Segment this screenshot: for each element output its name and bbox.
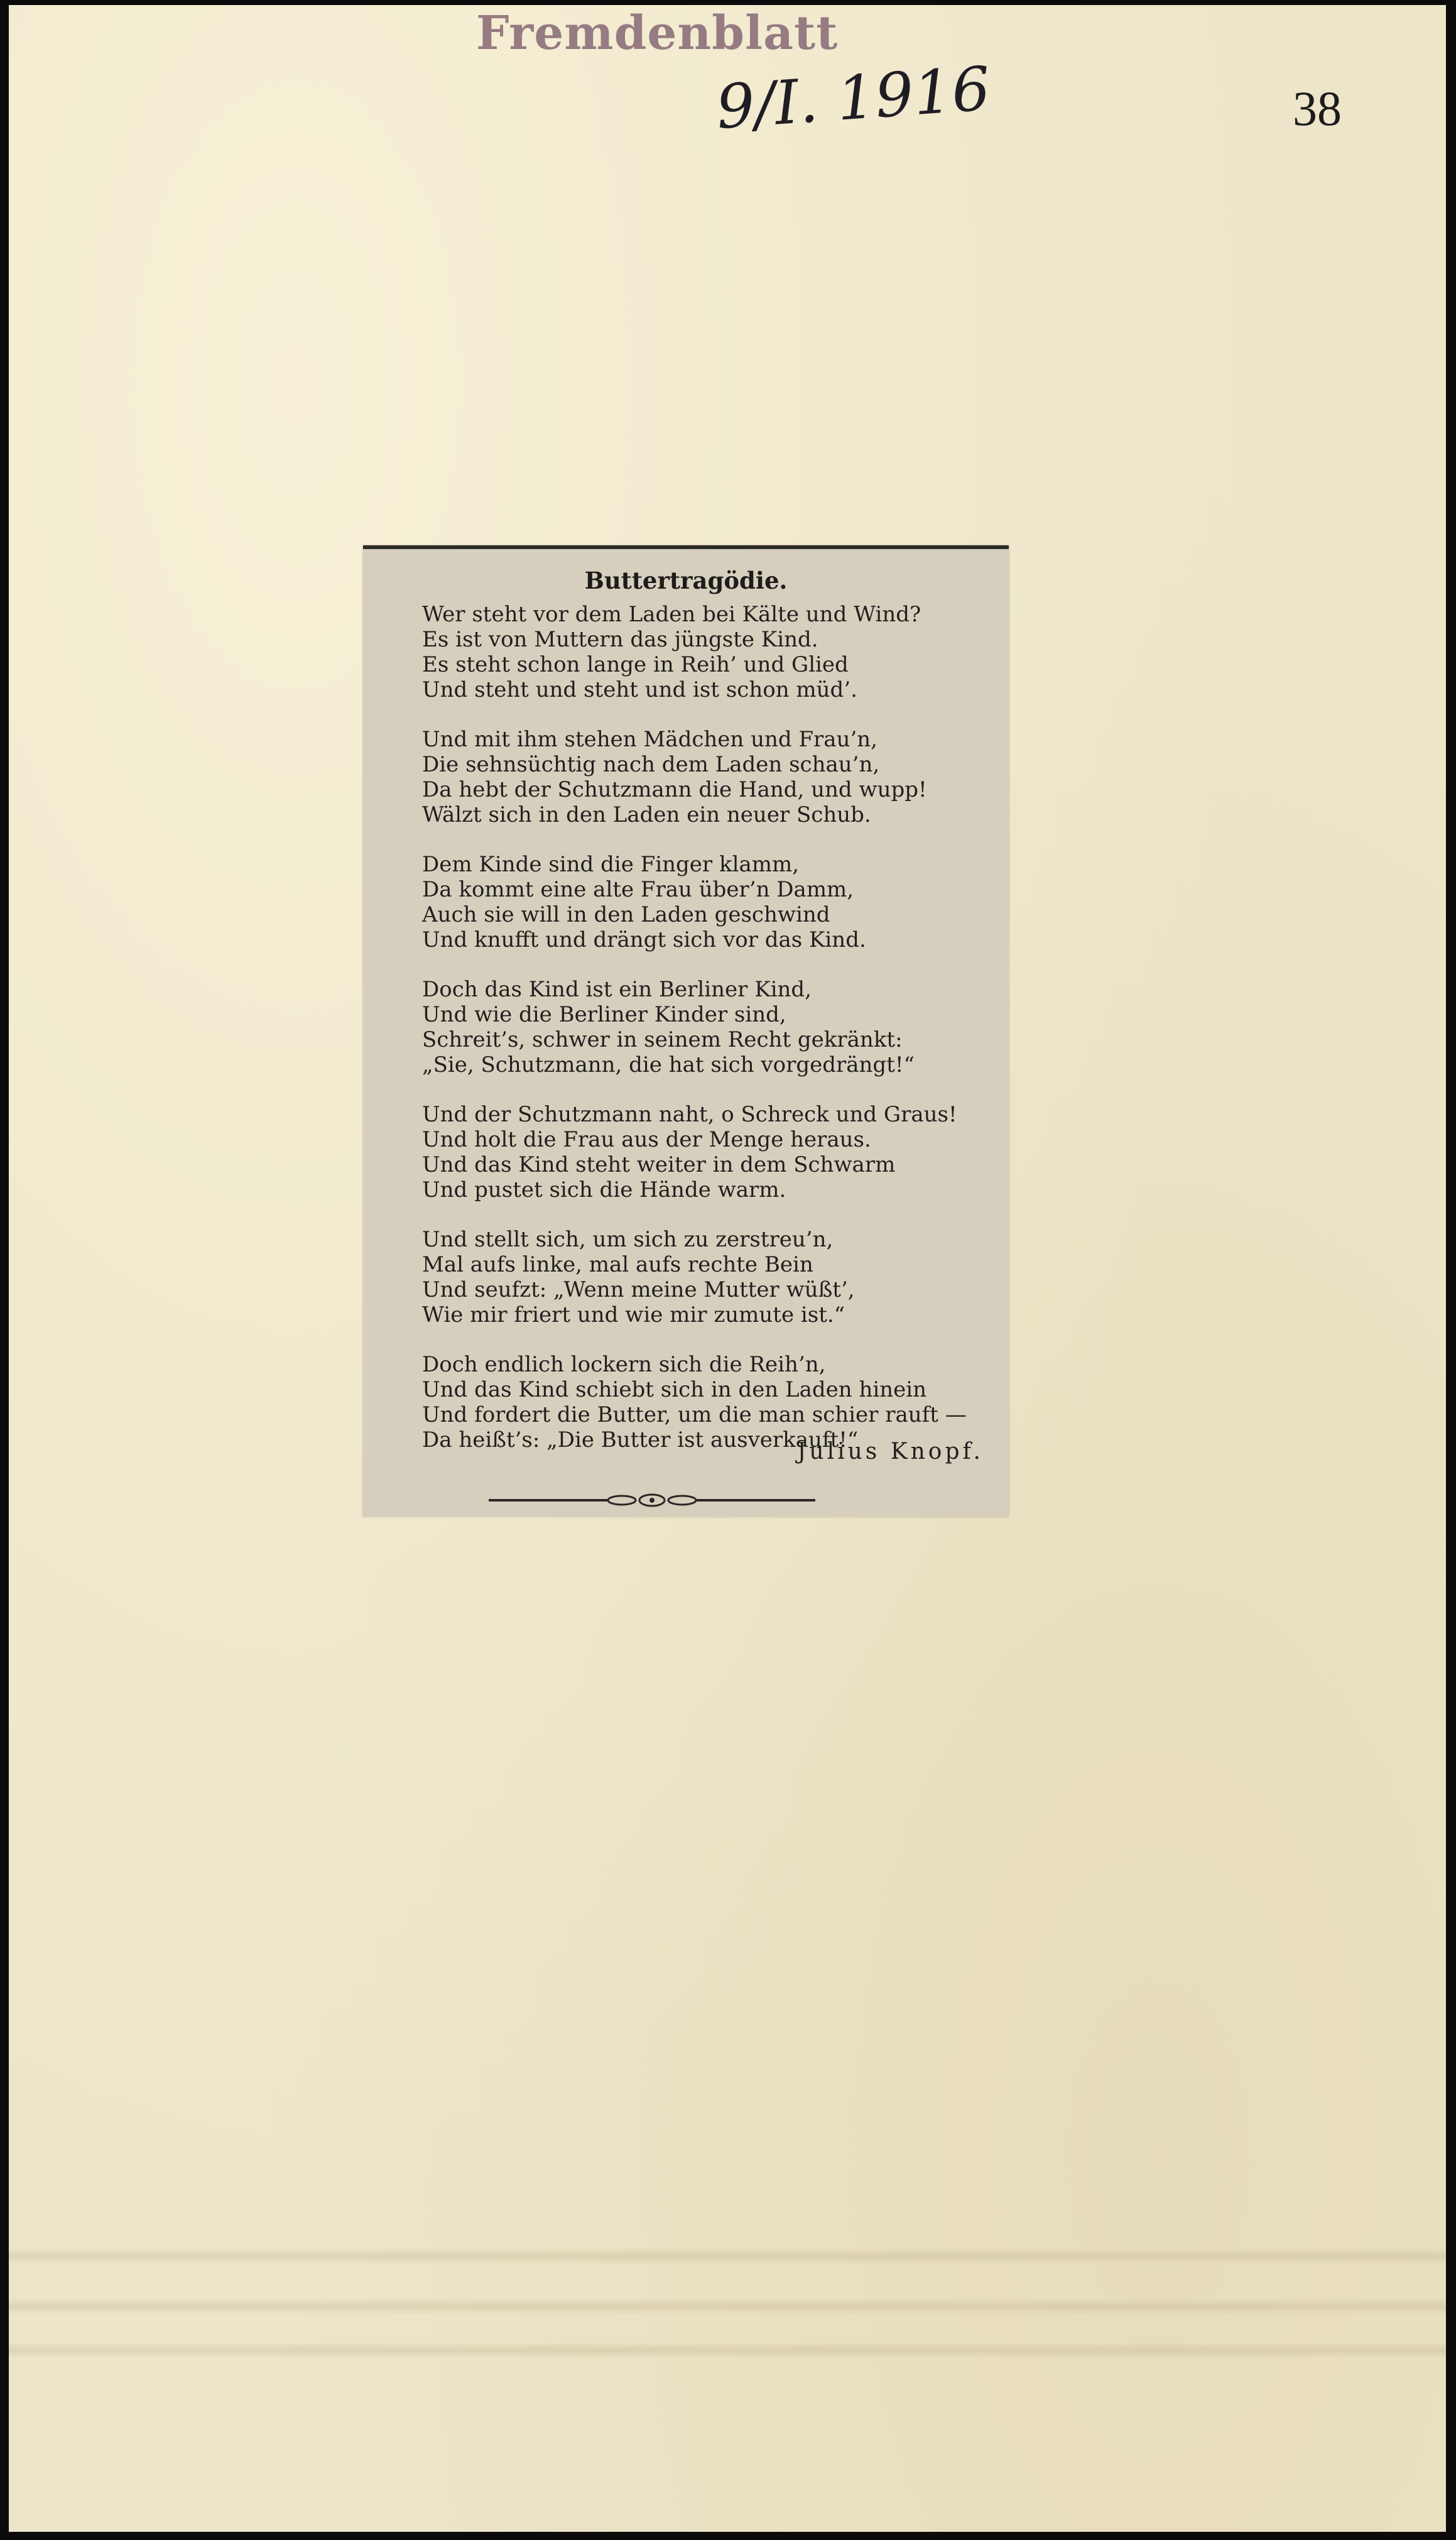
poem-line: Und fordert die Butter, um die man schier rauft — xyxy=(422,1402,967,1427)
page-number: 38 xyxy=(1293,81,1342,136)
clipping-top-rule xyxy=(363,545,1009,549)
poem-stanza xyxy=(422,727,987,827)
poem-author: Julius Knopf. xyxy=(796,1439,984,1464)
poem-line: Und steht und steht und ist schon müd’. xyxy=(422,677,857,702)
poem-line: Wie mir friert und wie mir zumute ist.“ xyxy=(422,1302,845,1327)
poem-line: Und das Kind steht weiter in dem Schwarm xyxy=(422,1152,896,1177)
poem-line: Da hebt der Schutzmann die Hand, und wupp! xyxy=(422,777,927,802)
paper-fold xyxy=(9,2248,1446,2264)
poem-line: Wälzt sich in den Laden ein neuer Schub. xyxy=(422,802,871,827)
newspaper-clipping xyxy=(363,545,1009,1517)
poem-line: Und wie die Berliner Kinder sind, xyxy=(422,1002,786,1027)
poem-line: Schreit’s, schwer in seinem Recht gekränkt: xyxy=(422,1027,903,1052)
poem-stanza xyxy=(422,977,987,1077)
poem-stanza xyxy=(422,852,987,952)
poem-stanza xyxy=(422,1352,987,1453)
poem-line: Auch sie will in den Laden geschwind xyxy=(422,902,830,927)
poem-line: Und stellt sich, um sich zu zerstreu’n, xyxy=(422,1227,834,1252)
poem-line: Mal aufs linke, mal aufs rechte Bein xyxy=(422,1252,813,1277)
poem-body xyxy=(422,602,987,1477)
poem-line: Und knufft und drängt sich vor das Kind. xyxy=(422,927,866,952)
handwritten-date: 9/I. 1916 xyxy=(714,53,993,143)
poem-stanza xyxy=(422,1227,987,1327)
poem-line: Und holt die Frau aus der Menge heraus. xyxy=(422,1127,871,1152)
newspaper-stamp: Fremdenblatt xyxy=(476,6,839,60)
poem-stanza xyxy=(422,602,987,702)
paper-fold xyxy=(9,2342,1446,2358)
poem-line: Und seufzt: „Wenn meine Mutter wüßt’, xyxy=(422,1277,855,1302)
poem-line: Wer steht vor dem Laden bei Kälte und Wind? xyxy=(422,602,921,627)
poem-line: „Sie, Schutzmann, die hat sich vorgedrängt!“ xyxy=(422,1052,915,1077)
poem-line: Dem Kinde sind die Finger klamm, xyxy=(422,852,799,877)
poem-line: Und pustet sich die Hände warm. xyxy=(422,1177,786,1202)
paper-fold xyxy=(9,2298,1446,2314)
poem-line: Die sehnsüchtig nach dem Laden schau’n, xyxy=(422,752,880,777)
poem-line: Und das Kind schiebt sich in den Laden hinein xyxy=(422,1377,927,1402)
poem-line: Und mit ihm stehen Mädchen und Frau’n, xyxy=(422,727,877,752)
poem-line: Es steht schon lange in Reih’ und Glied xyxy=(422,652,849,677)
poem-line: Da kommt eine alte Frau über’n Damm, xyxy=(422,877,854,902)
poem-title: Buttertragödie. xyxy=(584,567,788,594)
ornament-divider xyxy=(489,1493,815,1508)
poem-line: Da heißt’s: „Die Butter ist ausverkauft!“ xyxy=(422,1427,859,1453)
poem-line: Doch endlich lockern sich die Reih’n, xyxy=(422,1352,826,1377)
poem-line: Und der Schutzmann naht, o Schreck und Graus! xyxy=(422,1102,957,1127)
poem-line: Es ist von Muttern das jüngste Kind. xyxy=(422,627,818,652)
poem-stanza xyxy=(422,1102,987,1202)
poem-line: Doch das Kind ist ein Berliner Kind, xyxy=(422,977,812,1002)
